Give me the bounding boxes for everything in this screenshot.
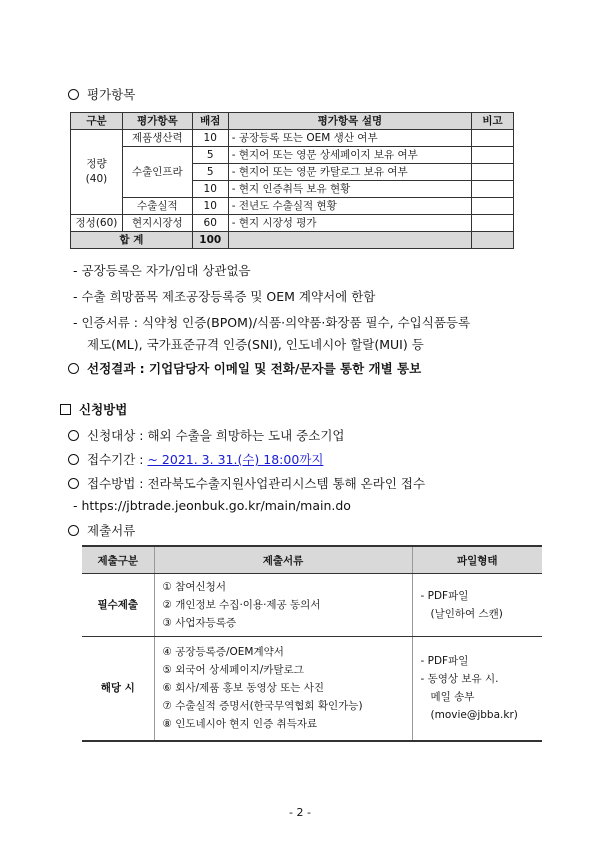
file-format: - PDF파일 - 동영상 보유 시. 메일 송부 (movie@jbba.kr): [412, 637, 542, 741]
apply-heading: 신청방법: [60, 400, 127, 418]
note-4: 제도(ML), 국가표준규격 인증(SNI), 인도네시아 할랄(MUI) 등: [87, 337, 424, 352]
eval-score: 5: [192, 147, 228, 164]
file-format: - PDF파일 (날인하여 스캔): [412, 574, 542, 637]
docs-heading: 제출서류: [68, 521, 135, 539]
square-bullet-icon: [60, 404, 71, 415]
doc-item: ① 참여신청서: [162, 581, 226, 593]
doc-item: ⑦ 수출실적 증명서(한국무역협회 확인가능): [162, 700, 363, 713]
eval-item: 현지시장성: [122, 215, 192, 232]
total-row: [71, 232, 514, 249]
docs-list: [154, 574, 412, 637]
note-2: - 수출 희망품목 제조공장등록증 및 OEM 계약서에 한함: [73, 289, 376, 304]
circle-bullet-icon: [68, 89, 79, 100]
quant-category: 정량 (40): [71, 130, 123, 215]
table-row: [71, 130, 514, 147]
eval-score: 10: [192, 181, 228, 198]
total-label: 합 계: [71, 232, 193, 249]
doc-item: ③ 사업자등록증: [162, 617, 237, 629]
eval-col-header: 평가항목: [122, 113, 192, 130]
eval-desc: - 현지어 또는 영문 상세페이지 보유 여부: [228, 147, 471, 164]
circle-bullet-icon: [68, 363, 79, 374]
eval-heading: 평가항목: [68, 85, 135, 103]
doc-item: ④ 공장등록증/OEM계약서: [162, 646, 284, 659]
eval-col-header: 평가항목 설명: [228, 113, 471, 130]
eval-remark: [472, 164, 514, 181]
docs-col-header: 파일형태: [412, 546, 542, 574]
table-row: [71, 147, 514, 164]
note-1: - 공장등록은 자가/임대 상관없음: [73, 263, 251, 278]
page-number: - 2 -: [289, 806, 311, 819]
table-row: [71, 215, 514, 232]
docs-col-header: 제출서류: [154, 546, 412, 574]
doc-item: ② 개인정보 수집·이용·제공 동의서: [162, 599, 321, 611]
docs-category: 필수제출: [82, 574, 154, 637]
eval-remark: [472, 130, 514, 147]
docs-col-header: 제출구분: [82, 546, 154, 574]
eval-desc: - 현지어 또는 영문 카탈로그 보유 여부: [228, 164, 471, 181]
note-3: - 인증서류 : 식약청 인증(BPOM)/식품·의약품·화장품 필수, 수입식품등록: [73, 315, 471, 330]
doc-item: ⑥ 회사/제품 홍보 동영상 또는 사진: [162, 682, 324, 695]
circle-bullet-icon: [68, 478, 79, 489]
eval-col-header: 배점: [192, 113, 228, 130]
docs-table: [82, 545, 542, 742]
target-line: 신청대상 : 해외 수출을 희망하는 도내 중소기업: [68, 426, 344, 444]
circle-bullet-icon: [68, 430, 79, 441]
eval-score: 10: [192, 198, 228, 215]
doc-item: ⑤ 외국어 상세페이지/카탈로그: [162, 664, 304, 677]
eval-remark: [472, 181, 514, 198]
eval-score: 5: [192, 164, 228, 181]
doc-item: ⑧ 인도네시아 현지 인증 취득자료: [162, 718, 318, 731]
eval-desc: - 공장등록 또는 OEM 생산 여부: [228, 130, 471, 147]
url-line: - https://jbtrade.jeonbuk.go.kr/main/main.do: [73, 498, 351, 513]
table-row: [82, 637, 542, 741]
docs-category: 해당 시: [82, 637, 154, 741]
eval-table: [70, 112, 514, 249]
eval-score: 60: [192, 215, 228, 232]
table-row: [82, 574, 542, 637]
eval-remark: [472, 198, 514, 215]
eval-item: 수출실적: [122, 198, 192, 215]
eval-col-header: 비고: [472, 113, 514, 130]
eval-remark: [472, 147, 514, 164]
eval-desc: - 현지 인증취득 보유 현황: [228, 181, 471, 198]
eval-score: 10: [192, 130, 228, 147]
eval-item: 수출인프라: [122, 147, 192, 198]
eval-desc: - 현지 시장성 평가: [228, 215, 471, 232]
method-line: 접수방법 : 전라북도수출지원사업관리시스템 통해 온라인 접수: [68, 474, 425, 492]
period-line: 접수기간 : ~ 2021. 3. 31.(수) 18:00까지: [68, 450, 323, 468]
result-line: 선정결과 : 기업담당자 이메일 및 전화/문자를 통한 개별 통보: [68, 359, 421, 377]
total-score: 100: [192, 232, 228, 249]
eval-col-header: 구분: [71, 113, 123, 130]
table-row: [71, 198, 514, 215]
eval-item: 제품생산력: [122, 130, 192, 147]
eval-desc: - 전년도 수출실적 현황: [228, 198, 471, 215]
qual-category: 정성(60): [71, 215, 123, 232]
circle-bullet-icon: [68, 525, 79, 536]
circle-bullet-icon: [68, 454, 79, 465]
period-date: ~ 2021. 3. 31.(수) 18:00까지: [147, 452, 324, 467]
eval-remark: [472, 215, 514, 232]
docs-list: [154, 637, 412, 741]
